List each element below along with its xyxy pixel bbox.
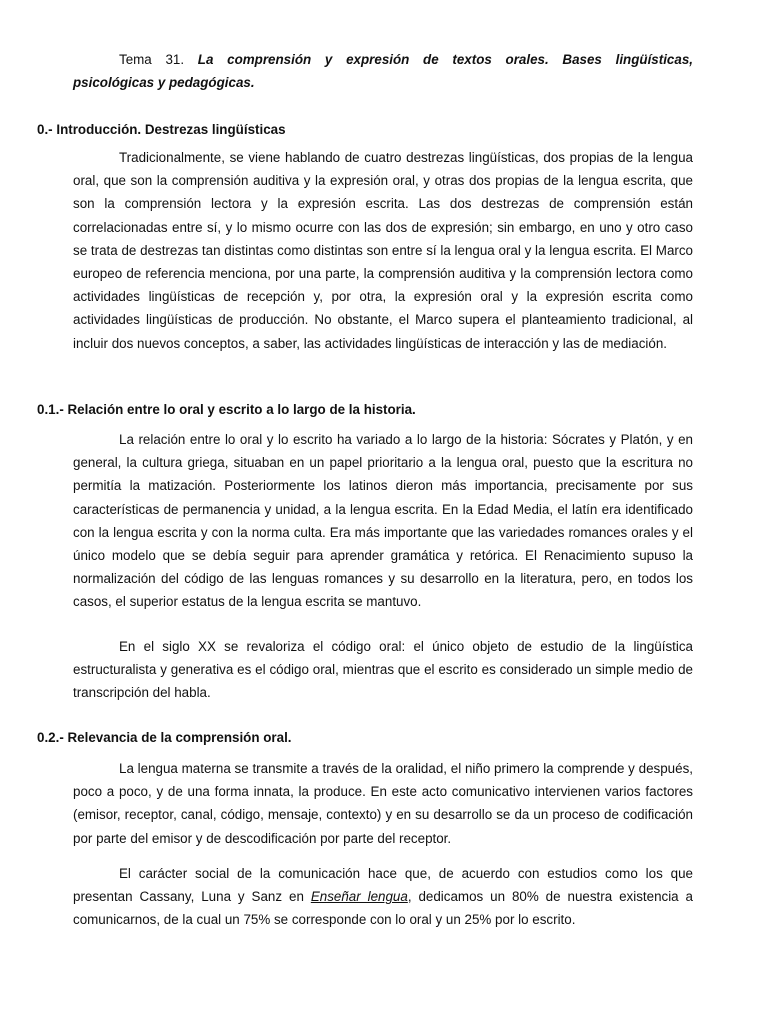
title-text-line-1: La comprensión y expresión de textos orales. Bases lingüísticas, <box>197 52 693 67</box>
paragraph-lengua-materna <box>73 757 693 850</box>
section-heading-relevancia-comprension: 0.2.- Relevancia de la comprensión oral. <box>37 730 292 745</box>
paragraph-text: Tradicionalmente, se viene hablando de cuatro destrezas lingüísticas, dos propias de la lengua oral, que son la comprensión auditiva y la expresión oral, y otras dos propias de la lengua escrita, que son la comprensión lectora y la expresión escrita. Las dos destrezas de comprensión están correlacionadas entre sí, y lo mismo ocurre con las dos de expresión; sin embargo, en uno y otro caso se trata de destrezas tan distintas como distintas son entre sí la lengua oral y la lengua escrita. El Marco europeo de referencia menciona, por una parte, la comprensión auditiva y la comprensión lectora como actividades lingüísticas de recepción y, por otra, la expresión oral y la expresión escrita como actividades lingüísticas de producción. No obstante, el Marco supera el planteamiento tradicional, al incluir dos nuevos conceptos, a saber, las actividades lingüísticas de interacción y las de mediación. <box>73 150 693 351</box>
paragraph-introduccion <box>73 146 693 355</box>
title-prefix: Tema 31. <box>119 52 185 67</box>
section-heading-introduccion: 0.- Introducción. Destrezas lingüísticas <box>37 122 286 137</box>
paragraph-caracter-social <box>73 862 693 932</box>
paragraph-siglo-xx <box>73 635 693 705</box>
book-title: Enseñar lengua <box>310 889 408 905</box>
paragraph-text-before: El carácter social de la comunicación hace que, de acuerdo con estudios como los que presentan Cassany, Luna y Sanz en <box>73 866 693 905</box>
paragraph-relacion-historia <box>73 428 693 614</box>
section-heading-relacion-oral-escrito: 0.1.- Relación entre lo oral y escrito a lo largo de la historia. <box>37 402 416 417</box>
paragraph-text: En el siglo XX se revaloriza el código oral: el único objeto de estudio de la lingüística estructuralista y generativa es el código oral, mientras que el escrito es considerado un simple medio de transcripción del habla. <box>73 639 693 701</box>
paragraph-text-after: , dedicamos un 80% de nuestra existencia a comunicarnos, de la cual un 75% se corresponde con lo oral y un 25% por lo escrito. <box>73 889 693 928</box>
document-title <box>73 48 693 94</box>
paragraph-text: La relación entre lo oral y lo escrito ha variado a lo largo de la historia: Sócrates y Platón, y en general, la cultura griega, situaban en un papel prioritario a la lengua oral, puesto que la escritura no permitía la matización. Posteriormente los latinos dieron más importancia, precisamente por sus características de permanencia y unidad, a la lengua escrita. En la Edad Media, el latín era identificado con la lengua escrita y con la norma culta. Era más importante que las variedades romances orales y el único modelo que se debía seguir para aprender gramática y retórica. El Renacimiento supuso la normalización del código de las lenguas romances y su desarrollo en la literatura, pero, en todos los casos, el superior estatus de la lengua escrita se mantuvo. <box>73 432 693 610</box>
title-text-line-2: psicológicas y pedagógicas. <box>73 75 255 90</box>
title-line-1 <box>73 48 693 71</box>
paragraph-text: La lengua materna se transmite a través de la oralidad, el niño primero la comprende y después, poco a poco, y de una forma innata, la produce. En este acto comunicativo intervienen varios factores (emisor, receptor, canal, código, mensaje, contexto) y en su desarrollo se da un proceso de codificación por parte del emisor y de descodificación por parte del receptor. <box>73 761 693 846</box>
